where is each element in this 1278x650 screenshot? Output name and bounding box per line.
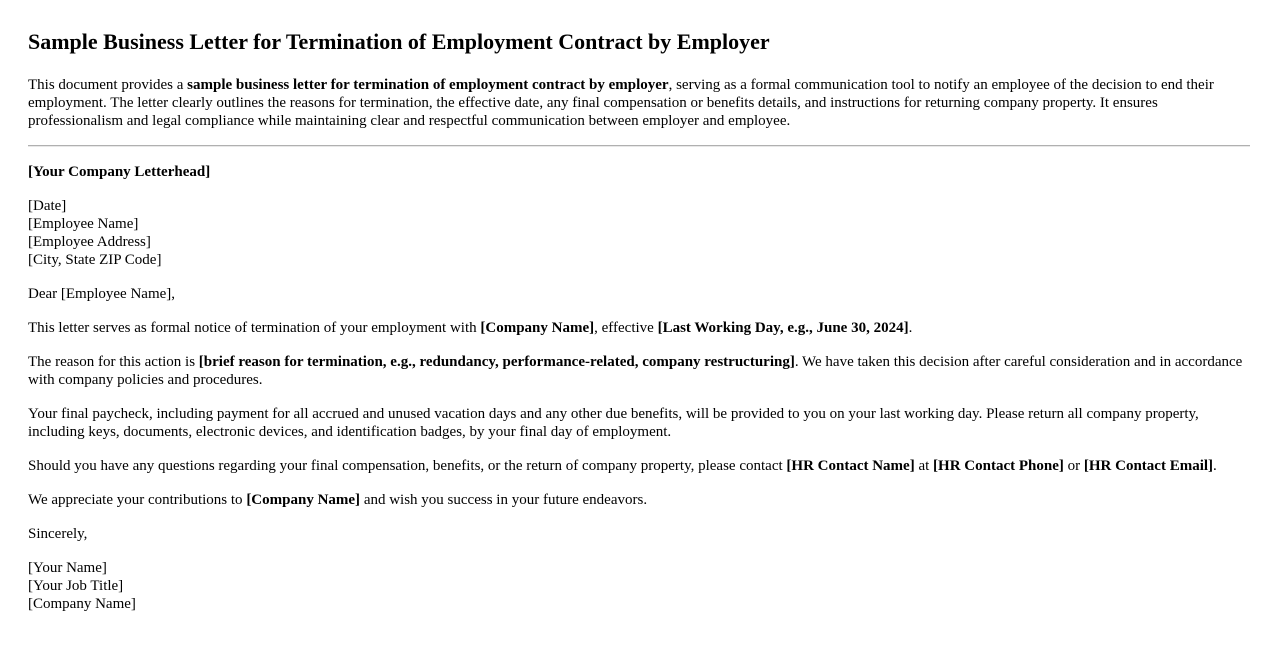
intro-text-start: This document provides a [28, 77, 188, 93]
p5-text-2: and wish you success in your future endeavors. [360, 492, 648, 508]
employee-name-line: [Employee Name] [28, 216, 139, 232]
signer-name-line: [Your Name] [28, 560, 107, 576]
closing: Sincerely, [28, 526, 88, 542]
hr-contact-paragraph [28, 457, 1250, 475]
intro-paragraph [28, 76, 1250, 130]
intro-text-end: , serving as a formal communication tool to notify an employee of the decision to end their employment. The letter clearly outlines the reasons for termination, the effective date, any final compensation or benefits details, and instructions for returning company property. It ensures professionalism and legal compliance while maintaining clear and respectful communication between employer and employee. [28, 77, 1214, 129]
p4-text-3: or [1063, 458, 1084, 474]
p2-reason: [brief reason for termination, e.g., redundancy, performance-related, company restructuring] [198, 354, 795, 370]
city-state-zip-line: [City, State ZIP Code] [28, 252, 162, 268]
signer-title-line: [Your Job Title] [28, 578, 124, 594]
p1-company-name: [Company Name] [480, 320, 595, 336]
p4-hr-contact-name: [HR Contact Name] [786, 458, 915, 474]
p5-company-name: [Company Name] [246, 492, 361, 508]
employee-address-line: [Employee Address] [28, 234, 151, 250]
signer-company-line: [Company Name] [28, 596, 136, 612]
p1-text-2: , effective [594, 320, 658, 336]
p4-text-2: at [914, 458, 934, 474]
p1-last-working-day: [Last Working Day, e.g., June 30, 2024] [657, 320, 909, 336]
letterhead [28, 163, 1250, 181]
p4-hr-contact-phone: [HR Contact Phone] [933, 458, 1064, 474]
p1-text-1: This letter serves as formal notice of termination of your employment with [28, 320, 481, 336]
recipient-address-block [28, 197, 1250, 269]
salutation: Dear [Employee Name], [28, 286, 176, 302]
p4-text-1: Should you have any questions regarding your final compensation, benefits, or the return of company property, please contact [28, 458, 787, 474]
letter-body [28, 163, 1250, 613]
p5-text-1: We appreciate your contributions to [28, 492, 247, 508]
p4-hr-contact-email: [HR Contact Email] [1083, 458, 1214, 474]
termination-reason-paragraph [28, 353, 1250, 389]
signature-block [28, 559, 1250, 613]
final-paycheck-paragraph: Your final paycheck, including payment for all accrued and unused vacation days and any other due benefits, will be provided to you on your last working day. Please return all company property, including keys, documents, electronic devices, and identification badges, by your final day of employment. [28, 406, 1199, 440]
section-divider [28, 145, 1250, 147]
termination-notice-paragraph [28, 319, 1250, 337]
p4-text-4: . [1213, 458, 1217, 474]
letterhead-text: [Your Company Letterhead] [28, 164, 211, 180]
appreciation-paragraph [28, 491, 1250, 509]
p1-text-3: . [908, 320, 913, 336]
page-title: Sample Business Letter for Termination of Employment Contract by Employer [28, 29, 770, 54]
intro-text-bold: sample business letter for termination of employment contract by employer [187, 77, 669, 93]
date-line: [Date] [28, 198, 67, 214]
p2-text-2: . We have taken this decision after careful consideration and in accordance with company policies and procedures. [28, 354, 1243, 388]
p2-text-1: The reason for this action is [28, 354, 199, 370]
